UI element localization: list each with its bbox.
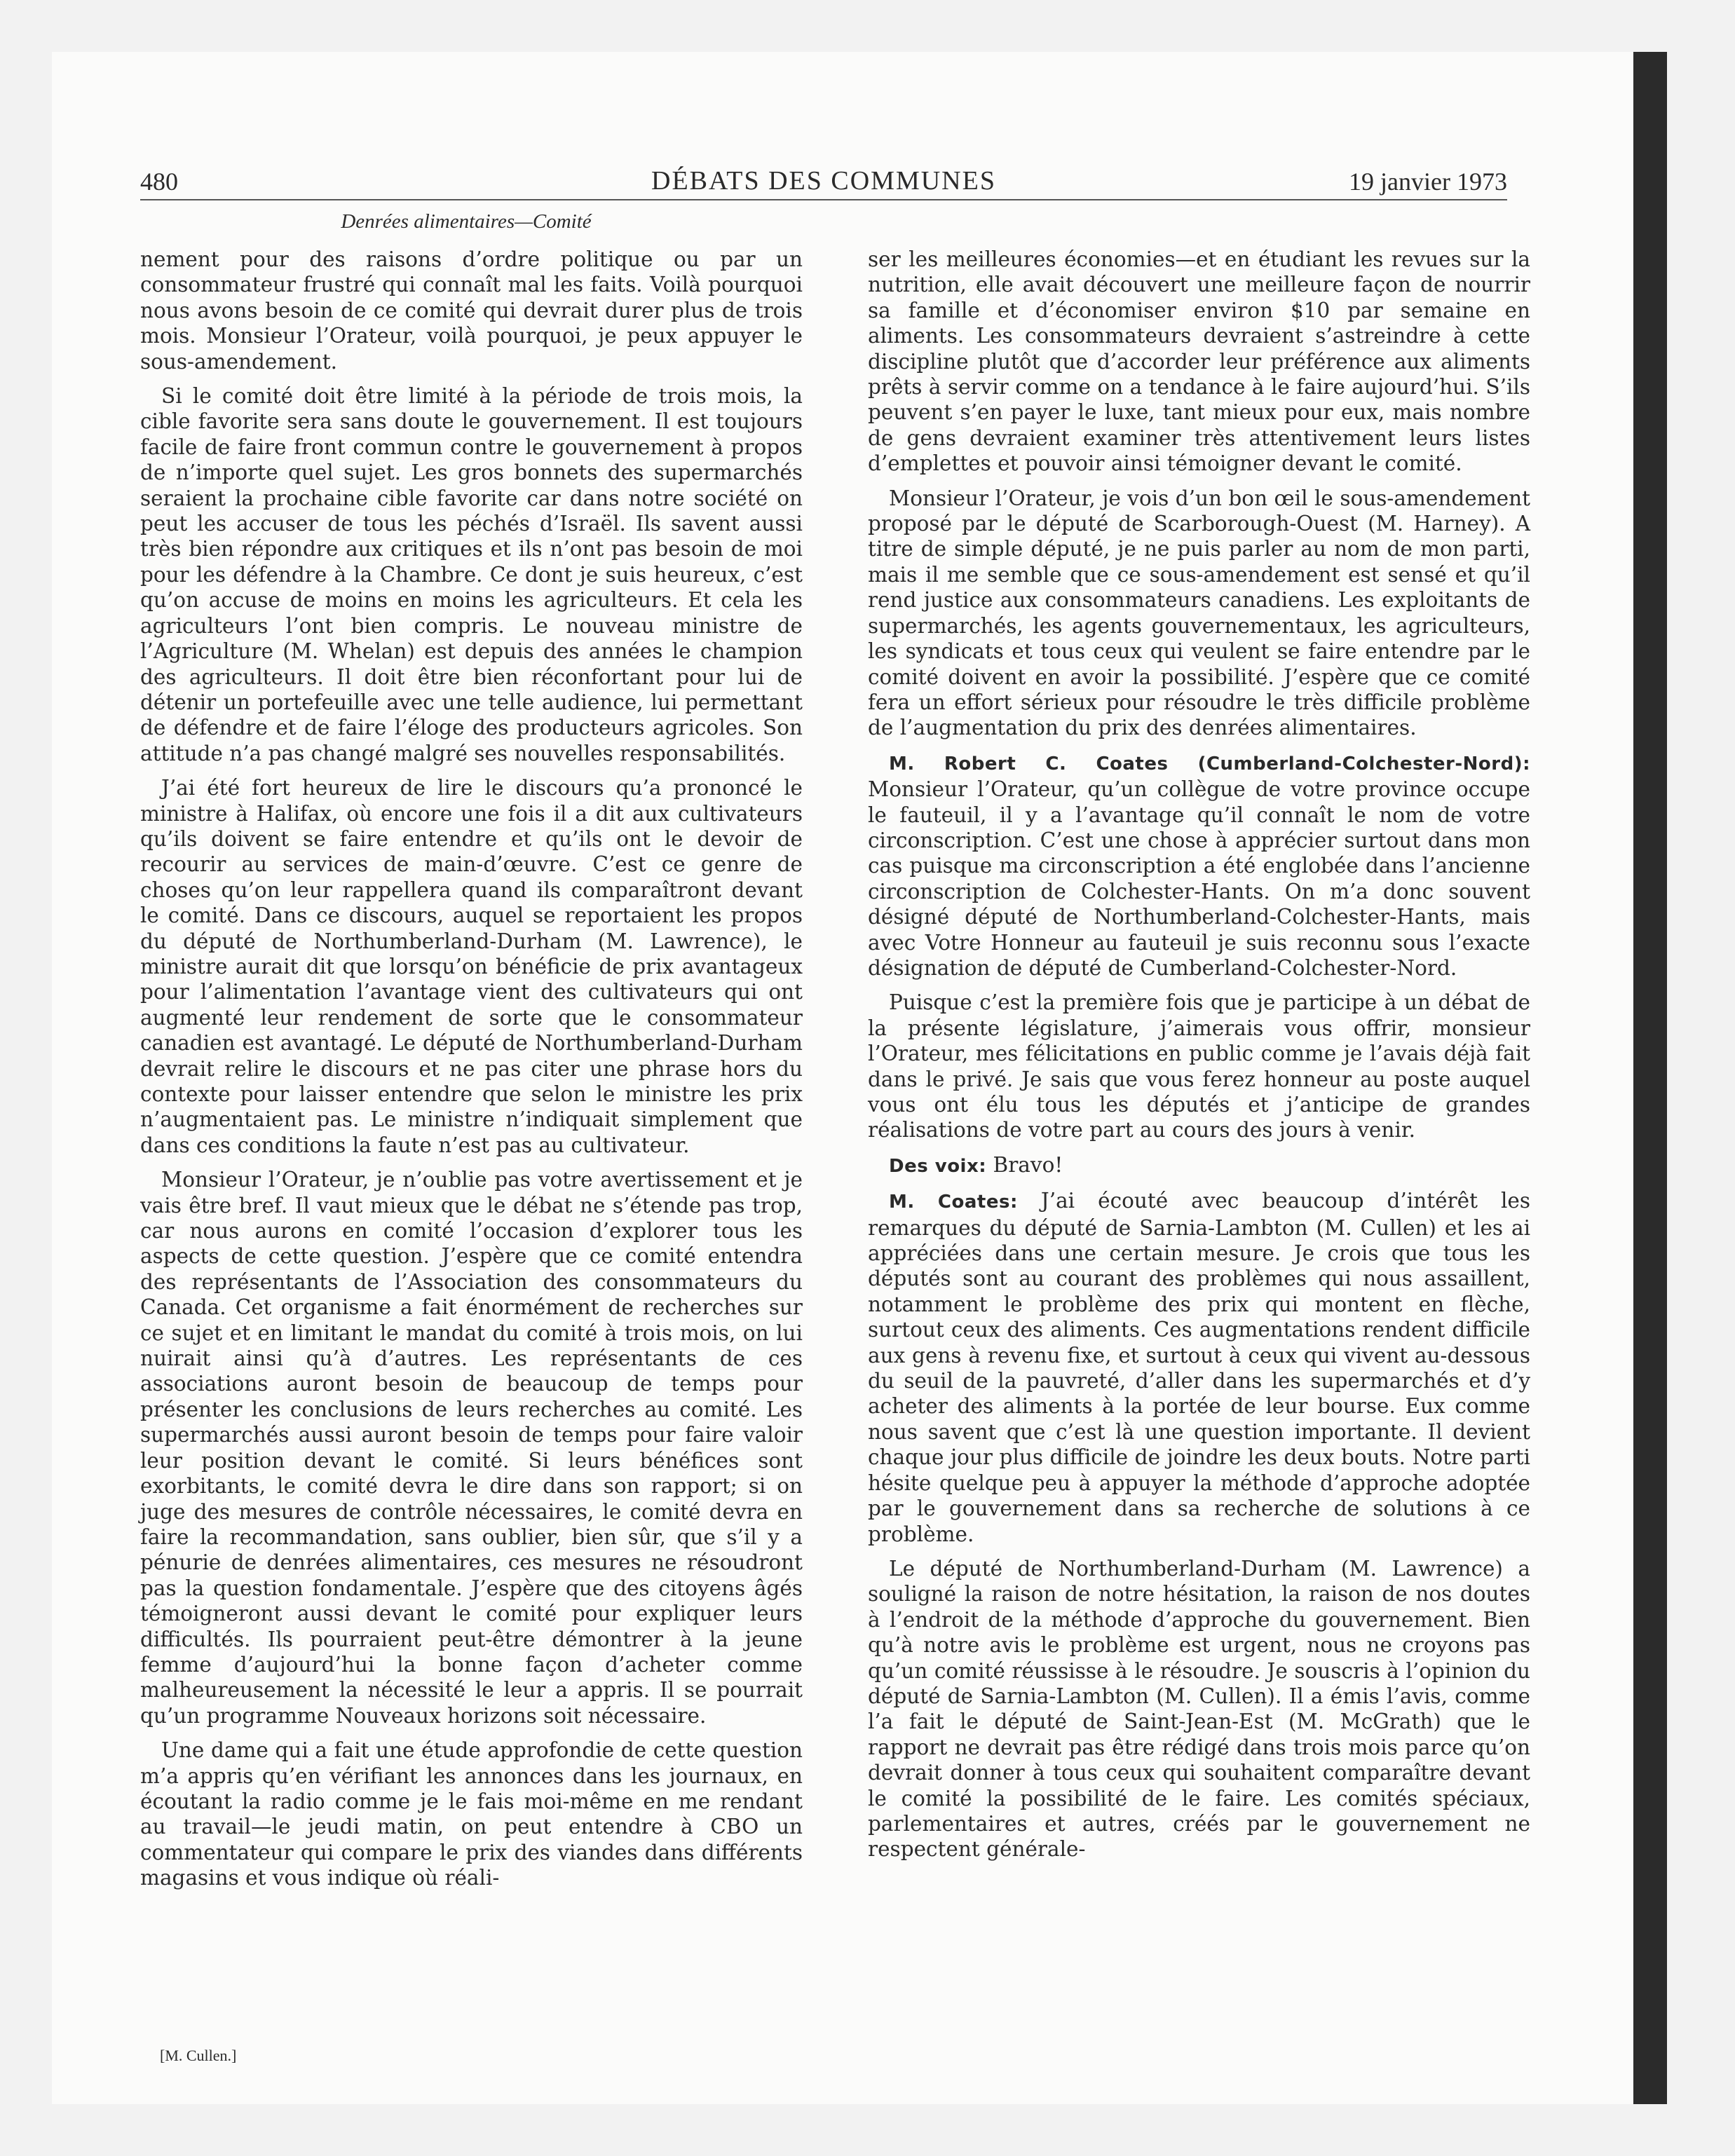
publication-title: DÉBATS DES COMMUNES [651, 166, 996, 196]
binding-edge [1633, 52, 1667, 2104]
page-footer: [M. Cullen.] [160, 2047, 237, 2064]
page-header [140, 164, 1507, 200]
paragraph: nement pour des raisons d’ordre politique ou par un consommateur frustré qui connaît mal les faits. Voilà pourquoi nous avons besoin de ce comité qui devrait durer plus de trois mois. Monsieur l’Orateur, voilà pourquoi, je peux appuyer le sous-amendement. [140, 247, 803, 374]
speaker-name: M. Coates: [889, 1192, 1018, 1213]
paragraph: Le député de Northumberland-Durham (M. Lawrence) a souligné la raison de notre hésitation, la raison de nos doutes à l’endroit de la méthode d’approche du gouvernement. Bien qu’à notre avis le problème est urgent, nous ne croyons pas qu’un comité réussisse à le résoudre. Je souscris à l’opinion du député de Sarnia-Lambton (M. Cullen). Il a émis l’avis, comme l’a fait le député de Saint-Jean-Est (M. McGrath) que le rapport ne devrait pas être rédigé dans trois mois parce qu’on devrait donner à tous ceux qui souhaitent comparaître devant le comité la possibilité de le faire. Les comités spéciaux, parlementaires et autres, créés par le gouvernement ne respectent générale- [868, 1556, 1530, 1862]
section-subject: Denrées alimentaires—Comité [341, 210, 592, 233]
paragraph: J’ai été fort heureux de lire le discours qu’a prononcé le ministre à Halifax, où encore une fois il a dit aux cultivateurs qu’ils doivent se faire entendre et qu’ils ont le devoir de recourir au services de main-d’œuvre. C’est ce genre de choses qu’on leur rappellera quand ils comparaîtront devant le comité. Dans ce discours, auquel se reportaient les propos du député de Northumberland-Durham (M. Lawrence), le ministre aurait dit que lorsqu’on bénéficie de prix avantageux pour l’alimentation l’avantage vient des cultivateurs qui ont augmenté leur rendement de sorte que le consommateur canadien est avantagé. Le député de Northumberland-Durham devrait relire le discours et ne pas citer une phrase hors du contexte pour laisser entendre que selon le ministre les prix n’augmentaient pas. Le ministre n’indiquait simplement que dans ces conditions la faute n’est pas au cultivateur. [140, 776, 803, 1157]
speech-text: J’ai écouté avec beaucoup d’intérêt les remarques du député de Sarnia-Lambton (M. Cullen) et les ai appréciées dans une certain mesure. Je crois que tous les députés sont au courant des problèmes qui nous assaillent, notamment le problème des prix qui montent en flèche, surtout ceux des aliments. Ces augmentations rendent difficile aux gens à revenu fixe, et surtout à ceux qui vivent au-dessous du seuil de la pauvreté, d’aller dans les supermarchés et d’y acheter des aliments à la portée de leur bourse. Eux comme nous savent que c’est là une question importante. Il devient chaque jour plus difficile de joindre les deux bouts. Notre parti hésite quelque peu à appuyer la méthode d’approche adoptée par le gouvernement dans sa recherche de solutions à ce problème. [868, 1189, 1530, 1546]
speech-text: Bravo! [993, 1152, 1063, 1177]
page-number: 480 [140, 168, 178, 196]
right-column [868, 247, 1530, 1871]
interjection [868, 1152, 1530, 1179]
paragraph: Puisque c’est la première fois que je participe à un débat de la présente législature, j’aimerais vous offrir, monsieur l’Orateur, mes félicitations en public comme je l’avais déjà fait dans le privé. Je sais que vous ferez honneur au poste auquel vous ont élu tous les députés et j’anticipe de grandes réalisations de votre part au cours des jours à venir. [868, 990, 1530, 1142]
paragraph: Monsieur l’Orateur, je vois d’un bon œil le sous-amendement proposé par le député de Scarborough-Ouest (M. Harney). A titre de simple député, je ne puis parler au nom de mon parti, mais il me semble que ce sous-amendement est sensé et qu’il rend justice aux consommateurs canadiens. Les exploitants de supermarchés, les agents gouvernementaux, les agriculteurs, les syndicats et tous ceux qui veulent se faire entendre par le comité doivent en avoir la possibilité. J’espère que ce comité fera un effort sérieux pour résoudre le très difficile problème de l’augmentation du prix des denrées alimentaires. [868, 486, 1530, 740]
speech-coates [868, 1188, 1530, 1547]
left-column [140, 247, 803, 1900]
speaker-name: M. Robert C. Coates (Cumberland-Colchester-Nord): [889, 753, 1530, 775]
paragraph: Une dame qui a fait une étude approfondie de cette question m’a appris qu’en vérifiant les annonces dans les journaux, en écoutant la radio comme je le fais moi-même en me rendant au travail—le jeudi matin, on peut entendre à CBO un commentateur qui compare le prix des viandes dans différents magasins et vous indique où réali- [140, 1738, 803, 1890]
paragraph: ser les meilleures économies—et en étudiant les revues sur la nutrition, elle avait découvert une meilleure façon de nourrir sa famille et d’économiser environ $10 par semaine en aliments. Les consommateurs devraient s’astreindre à cette discipline plutôt que d’accorder leur préférence aux aliments prêts à servir comme on a tendance à le faire aujourd’hui. S’ils peuvent s’en payer le luxe, tant mieux pour eux, mais nombre de gens devraient examiner très attentivement leurs listes d’emplettes et pouvoir ainsi témoigner devant le comité. [868, 247, 1530, 476]
speech-text: Monsieur l’Orateur, qu’un collègue de votre province occupe le fauteuil, il y a l’avantage qu’il connaît le nom de votre circonscription. C’est une chose à apprécier surtout dans mon cas puisque ma circonscription a été englobée dans l’ancienne circonscription de Colchester-Hants. On m’a donc souvent désigné député de Northumberland-Colchester-Hants, mais avec Votre Honneur au fauteuil je suis reconnu sous l’exacte désignation de député de Cumberland-Colchester-Nord. [868, 777, 1530, 980]
page-date: 19 janvier 1973 [1349, 168, 1507, 196]
speech-coates-intro [868, 750, 1530, 981]
paragraph: Monsieur l’Orateur, je n’oublie pas votre avertissement et je vais être bref. Il vaut mieux que le débat ne s’étende pas trop, car nous aurons en comité l’occasion d’explorer tous les aspects de cette question. J’espère que ce comité entendra des représentants de l’Association des consommateurs du Canada. Cet organisme a fait énormément de recherches sur ce sujet et en limitant le mandat du comité à trois mois, on lui nuirait ainsi qu’à d’autres. Les représentants de ces associations auront besoin de beaucoup de temps pour présenter les conclusions de leurs recherches au comité. Les supermarchés aussi auront besoin de temps pour faire valoir leur position devant le comité. Si leurs bénéfices sont exorbitants, le comité devra le dire dans son rapport; si on juge des mesures de contrôle nécessaires, le comité devra en faire la recommandation, sans oublier, bien sûr, que s’il y a pénurie de denrées alimentaires, ces mesures ne résoudront pas la question fondamentale. J’espère que des citoyens âgés témoigneront aussi devant le comité pour expliquer leurs difficultés. Ils pourraient peut-être démontrer à la jeune femme d’aujourd’hui la bonne façon d’acheter comme malheureusement la nécessité le leur a appris. Il se pourrait qu’un programme Nouveaux horizons soit nécessaire. [140, 1168, 803, 1728]
paragraph: Si le comité doit être limité à la période de trois mois, la cible favorite sera sans doute le gouvernement. Il est toujours facile de faire front commun contre le gouvernement à propos de n’importe quel sujet. Les gros bonnets des supermarchés seraient la prochaine cible favorite car dans notre société on peut les accuser de tous les péchés d’Israël. Ils savent aussi très bien répondre aux critiques et ils n’ont pas besoin de moi pour les défendre à la Chambre. Ce dont je suis heureux, c’est qu’on accuse de moins en moins les agriculteurs. Et cela les agriculteurs l’ont bien compris. Le nouveau ministre de l’Agriculture (M. Whelan) est depuis des années le champion des agriculteurs. Il doit être bien réconfortant pour lui de détenir un portefeuille avec une telle audience, lui permettant de défendre et de faire l’éloge des producteurs agricoles. Son attitude n’a pas changé malgré ses nouvelles responsabilités. [140, 384, 803, 765]
speaker-name: Des voix: [889, 1155, 987, 1177]
